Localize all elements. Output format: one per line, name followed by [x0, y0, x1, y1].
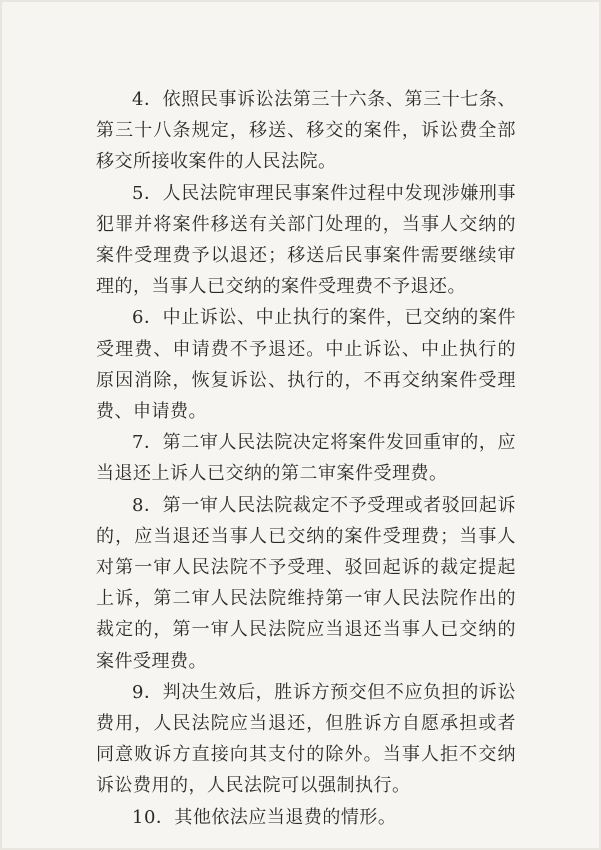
clause-7: 7．第二审人民法院决定将案件发回重审的，应当退还上诉人已交纳的第二审案件受理费。: [96, 432, 516, 485]
clause-10: 10．其他依法应当退费的情形。: [132, 806, 397, 828]
clause-5: 5．人民法院审理民事案件过程中发现涉嫌刑事犯罪并将案件移送有关部门处理的，当事人交纳的案件受理费予以退还；移送后民事案件需要继续审理的，当事人已交纳的案件受理费不予退还。: [96, 182, 516, 298]
clause-9: 9．判决生效后，胜诉方预交但不应负担的诉讼费用，人民法院应当退还，但胜诉方自愿承担或者同意败诉方直接向其支付的除外。当事人拒不交纳诉讼费用的，人民法院可以强制执行。: [96, 681, 516, 797]
clause-6: 6．中止诉讼、中止执行的案件，已交纳的案件受理费、申请费不予退还。中止诉讼、中止执行的原因消除，恢复诉讼、执行的，不再交纳案件受理费、申请费。: [96, 307, 516, 423]
clause-4: 4．依照民事诉讼法第三十六条、第三十七条、第三十八条规定，移送、移交的案件，诉讼费全部移交所接收案件的人民法院。: [96, 89, 516, 173]
document-body: [96, 84, 516, 833]
clause-8: 8．第一审人民法院裁定不予受理或者驳回起诉的，应当退还当事人已交纳的案件受理费；当事人对第一审人民法院不予受理、驳回起诉的裁定提起上诉，第二审人民法院维持第一审人民法院作出的裁定的，第一审人民法院应当退还当事人已交纳的案件受理费。: [96, 494, 516, 672]
